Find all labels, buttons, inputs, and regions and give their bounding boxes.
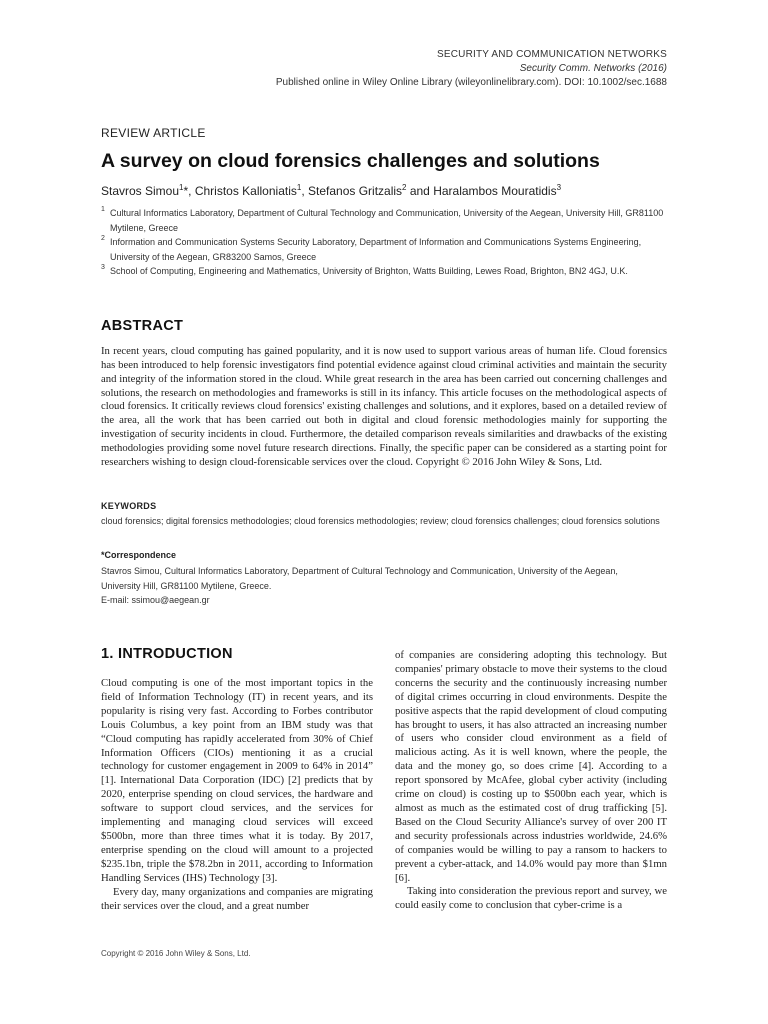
introduction-heading: 1. INTRODUCTION (101, 646, 233, 662)
body-paragraph: of companies are considering adopting this technology. But companies' primary obstacle to move their systems to the cloud concerns the security and the continuously increasing number of digital crimes occurring in cloud environments. Despite the positive aspects that the rapid development of cloud computing has brought to users, it has also attracted an increasing number of users who consider cloud environment as a field of malicious acting. As it is well known, where the people, the data and the money go, so does crime [4]. According to a report sponsored by McAfee, global cyber activity (including crime on cloud) is costing up to $500bn each year, which is almost as much as the estimated cost of drug trafficking [5]. Based on the Cloud Security Alliance's survey of over 200 IT and security professionals across industries worldwide, 24.6% of companies would be willing to pay a ransom to hackers to prevent a cyber-attack, and 14.0% would pay more than $1mn [6]. (395, 649, 667, 884)
author-affiliation-mark: 3 (556, 183, 562, 192)
abstract-text: In recent years, cloud computing has gained popularity, and it is now used to support various areas of human life. Cloud forensics has been introduced to help forensic investigators find potential evidence against cloud criminal activities and maintain the security and integrity of the information stored in the cloud. While great research in the area has been carried out concerning challenges and solutions, the research on methodologies and frameworks is still in its infancy. This article focuses on the methodological aspects of cloud forensics. It critically reviews cloud forensics' existing challenges and solutions, and it explores, based on a detailed review of the area, all the work that has been carried out both in digital and cloud forensic methodologies mainly for supporting the investigation of security incidents in cloud. Furthermore, the detailed comparison reveals similarities and drawbacks of the existing methodologies providing some novel future research directions. Finally, the specific paper can be considered as a starting point for researchers wishing to design cloud-forensicable services over the cloud. Copyright © 2016 John Wiley & Sons, Ltd. (101, 345, 667, 468)
author-name: Christos Kalloniatis (194, 184, 297, 198)
journal-name: SECURITY AND COMMUNICATION NETWORKS (437, 49, 667, 60)
publication-info: Published online in Wiley Online Library (wileyonlinelibrary.com). DOI: 10.1002/sec.1688 (275, 77, 667, 88)
correspondence-details (101, 564, 671, 608)
affiliation-text: Cultural Informatics Laboratory, Department of Cultural Technology and Communication, University of the Aegean, University Hill, GR81100 Mytilene, Greece (110, 208, 664, 233)
affiliation-number: 2 (101, 235, 105, 242)
body-paragraph: Cloud computing is one of the most important topics in the field of Information Technology (IT) in recent years, and its popularity is rising very fast. According to Forbes contributor Louis Columbus, a key point from an IBM study was that “Cloud computing has rapidly accelerated from 30% of Chief Information Officers (CIOs) mentioning it as a crucial technology for customer engagement in 2009 to 64% in 2014” [1]. International Data Corporation (IDC) [2] predicts that by 2020, enterprise spending on cloud services, the hardware and software to support cloud services, and the services for implementing and managing cloud services will exceed $500bn, more than three times what it is today. By 2017, enterprise spending on the cloud will amount to a projected $235.1bn, triple the $78.2bn in 2011, according to Information Handling Services (IHS) Technology [3]. (101, 677, 373, 884)
correspondence-address-line: University Hill, GR81100 Mytilene, Greece. (101, 580, 272, 591)
affiliation-text: Information and Communication Systems Security Laboratory, Department of Information and Communications Systems Engineering, University of the Aegean, GR83200 Samos, Greece (110, 237, 642, 262)
author-name: Stavros Simou (101, 184, 180, 198)
journal-masthead (276, 48, 667, 90)
correspondence-label: *Correspondence (101, 550, 177, 560)
abstract-heading: ABSTRACT (101, 318, 184, 334)
author-list (101, 183, 701, 198)
correspondence-address-line: Stavros Simou, Cultural Informatics Laboratory, Department of Cultural Technology and Communication, University of the Aegean, (101, 566, 618, 576)
affiliation-item (101, 235, 671, 264)
article-type: REVIEW ARTICLE (101, 126, 206, 140)
correspondence-email[interactable]: E-mail: ssimou@aegean.gr (101, 595, 210, 605)
affiliation-item (101, 206, 671, 235)
author-affiliation-mark: 1 (296, 183, 302, 192)
article-title: A survey on cloud forensics challenges and solutions (101, 150, 600, 172)
page-footer-copyright: Copyright © 2016 John Wiley & Sons, Ltd. (101, 949, 251, 958)
affiliation-text: School of Computing, Engineering and Mathematics, University of Brighton, Watts Building, Lewes Road, Brighton, BN2 4GJ, U.K. (110, 266, 628, 276)
keywords-text: cloud forensics; digital forensics methodologies; cloud forensics methodologies; review; cloud forensics challenges; cloud forensics solutions (101, 516, 660, 526)
body-paragraph: Taking into consideration the previous report and survey, we could easily come to conclusion that cyber-crime is a (395, 885, 667, 912)
affiliation-list (101, 206, 671, 279)
author-separator: *, (183, 184, 195, 198)
body-column-left (101, 677, 373, 927)
author-affiliation-mark: 1 (179, 183, 184, 192)
author-affiliation-mark: 2 (402, 183, 407, 192)
author-separator: , (301, 184, 308, 198)
affiliation-item (101, 264, 671, 279)
affiliation-number: 1 (101, 206, 105, 213)
affiliation-number: 3 (101, 264, 105, 271)
author-name: Stefanos Gritzalis (308, 184, 403, 198)
body-paragraph: Every day, many organizations and companies are migrating their services over the cloud, and a great number (101, 885, 373, 912)
author-separator: and (406, 184, 434, 198)
keywords-label: KEYWORDS (101, 501, 157, 511)
body-column-right (395, 649, 667, 949)
author-name: Haralambos Mouratidis (433, 184, 557, 198)
journal-citation: Security Comm. Networks (2016) (519, 63, 667, 74)
